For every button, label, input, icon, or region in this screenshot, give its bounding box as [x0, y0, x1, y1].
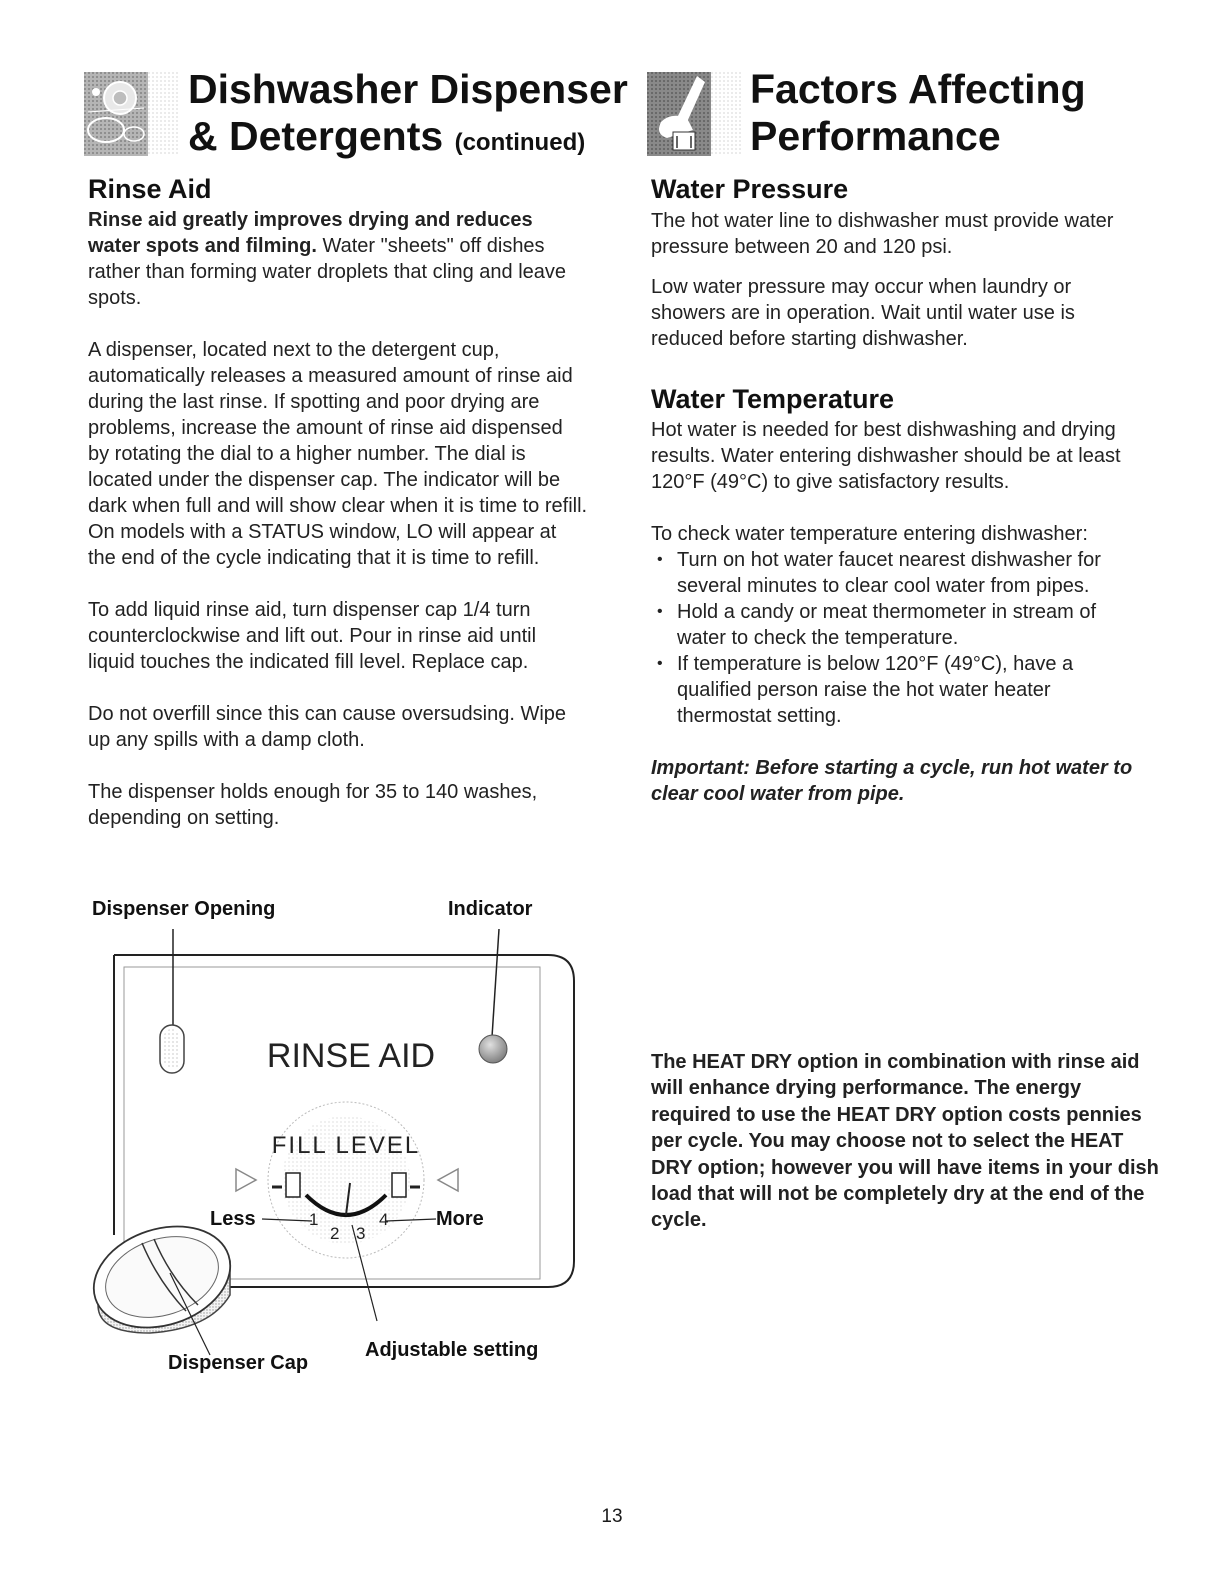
label-less: Less	[210, 1208, 256, 1230]
rinse-aid-para3: To add liquid rinse aid, turn dispenser cap 1/4 turn counterclockwise and lift out. Pour in rinse aid until liquid touches the indicated fill level. Replace cap.	[88, 599, 537, 673]
indicator-light	[479, 1035, 507, 1063]
label-more: More	[436, 1208, 484, 1230]
left-title-line2	[188, 113, 628, 166]
right-title-line2: Performance	[750, 113, 1001, 159]
dial-number-1: 1	[309, 1210, 319, 1229]
water-pressure-para2: Low water pressure may occur when laundry or showers are in operation. Wait until water use is reduced before starting dishwasher.	[651, 276, 1075, 350]
important-note: Important: Before starting a cycle, run hot water to clear cool water from pipe.	[651, 757, 1133, 805]
label-dispenser-opening: Dispenser Opening	[92, 898, 276, 920]
water-pressure-heading: Water Pressure	[651, 174, 849, 204]
rinse-aid-para5: The dispenser holds enough for 35 to 140 washes, depending on setting.	[88, 781, 538, 829]
dial-number-3: 3	[356, 1224, 366, 1243]
water-pressure-para1: The hot water line to dishwasher must provide water pressure between 20 and 120 psi.	[651, 210, 1114, 258]
left-title	[188, 66, 628, 166]
dial-number-2: 2	[330, 1224, 340, 1243]
dispenser-opening	[160, 1025, 184, 1073]
rinse-aid-section	[88, 207, 588, 831]
rinse-aid-intro-rest: Water "sheets" off dishes rather than forming water droplets that cling and leave spots.	[88, 235, 567, 309]
list-item: • If temperature is below 120°F (49°C), have a qualified person raise the hot water heater thermostat setting.	[651, 651, 1141, 729]
rinse-aid-intro	[88, 207, 588, 311]
rinse-aid-para4: Do not overfill since this can cause oversudsing. Wipe up any spills with a damp cloth.	[88, 703, 567, 751]
dial-number-4: 4	[379, 1210, 389, 1229]
hand-performance-icon	[647, 72, 743, 156]
water-temperature-para1: Hot water is needed for best dishwashing and drying results. Water entering dishwasher should be at least 120°F (49°C) to give satisfactory results.	[651, 419, 1121, 493]
label-adjustable-setting: Adjustable setting	[365, 1339, 539, 1361]
right-title-line1: Factors Affecting	[750, 66, 1086, 112]
dial-fill-level-text: FILL LEVEL	[271, 1132, 421, 1159]
water-pressure-section	[651, 208, 1141, 352]
right-title	[750, 66, 1086, 160]
label-dispenser-cap: Dispenser Cap	[168, 1352, 309, 1374]
list-item: • Turn on hot water faucet nearest dishwasher for several minutes to clear cool water from pipes.	[651, 547, 1141, 599]
list-item: • Hold a candy or meat thermometer in stream of water to check the temperature.	[651, 599, 1141, 651]
water-temperature-bullets	[651, 547, 1141, 729]
label-indicator: Indicator	[448, 898, 533, 920]
page-number: 13	[601, 1506, 623, 1527]
left-title-line2-main: & Detergents	[188, 113, 444, 159]
rinse-aid-heading: Rinse Aid	[88, 174, 212, 204]
left-title-suffix: (continued)	[454, 129, 586, 156]
water-temperature-para2: To check water temperature entering dishwasher:	[651, 523, 1088, 545]
rinse-aid-intro-bold: Rinse aid greatly improves drying and reduces water spots and filming.	[88, 209, 533, 257]
less-arrow-icon	[236, 1169, 256, 1191]
fill-level-dial	[268, 1102, 424, 1258]
water-temperature-heading: Water Temperature	[651, 384, 895, 414]
dishwasher-dispenser-icon	[84, 72, 180, 156]
more-arrow-icon	[438, 1169, 458, 1191]
indicator-pointer	[492, 929, 499, 1037]
rinse-aid-dispenser-diagram	[80, 925, 600, 1365]
left-title-line1: Dishwasher Dispenser	[188, 66, 628, 112]
panel-rinse-aid-text: RINSE AID	[266, 1037, 436, 1075]
water-temperature-section	[651, 417, 1141, 807]
rinse-aid-para2: A dispenser, located next to the detergent cup, automatically releases a measured amount of rinse aid during the last rinse. If spotting and poor drying are problems, increase the amount of rinse aid dispensed by rotating the dial to a higher number. The dial is located under the dispenser cap. The indicator will be dark when full and will show clear when it is time to refill. On models with a STATUS window, LO will appear at the end of the cycle indicating that it is time to refill.	[88, 339, 588, 569]
heat-dry-note: The HEAT DRY option in combination with rinse aid will enhance drying performance. The energy required to use the HEAT DRY option costs pennies per cycle. You may choose not to select the HEAT DRY option; however you will have items in your dish load that will not be completely dry at the end of the cycle.	[651, 1051, 1159, 1232]
